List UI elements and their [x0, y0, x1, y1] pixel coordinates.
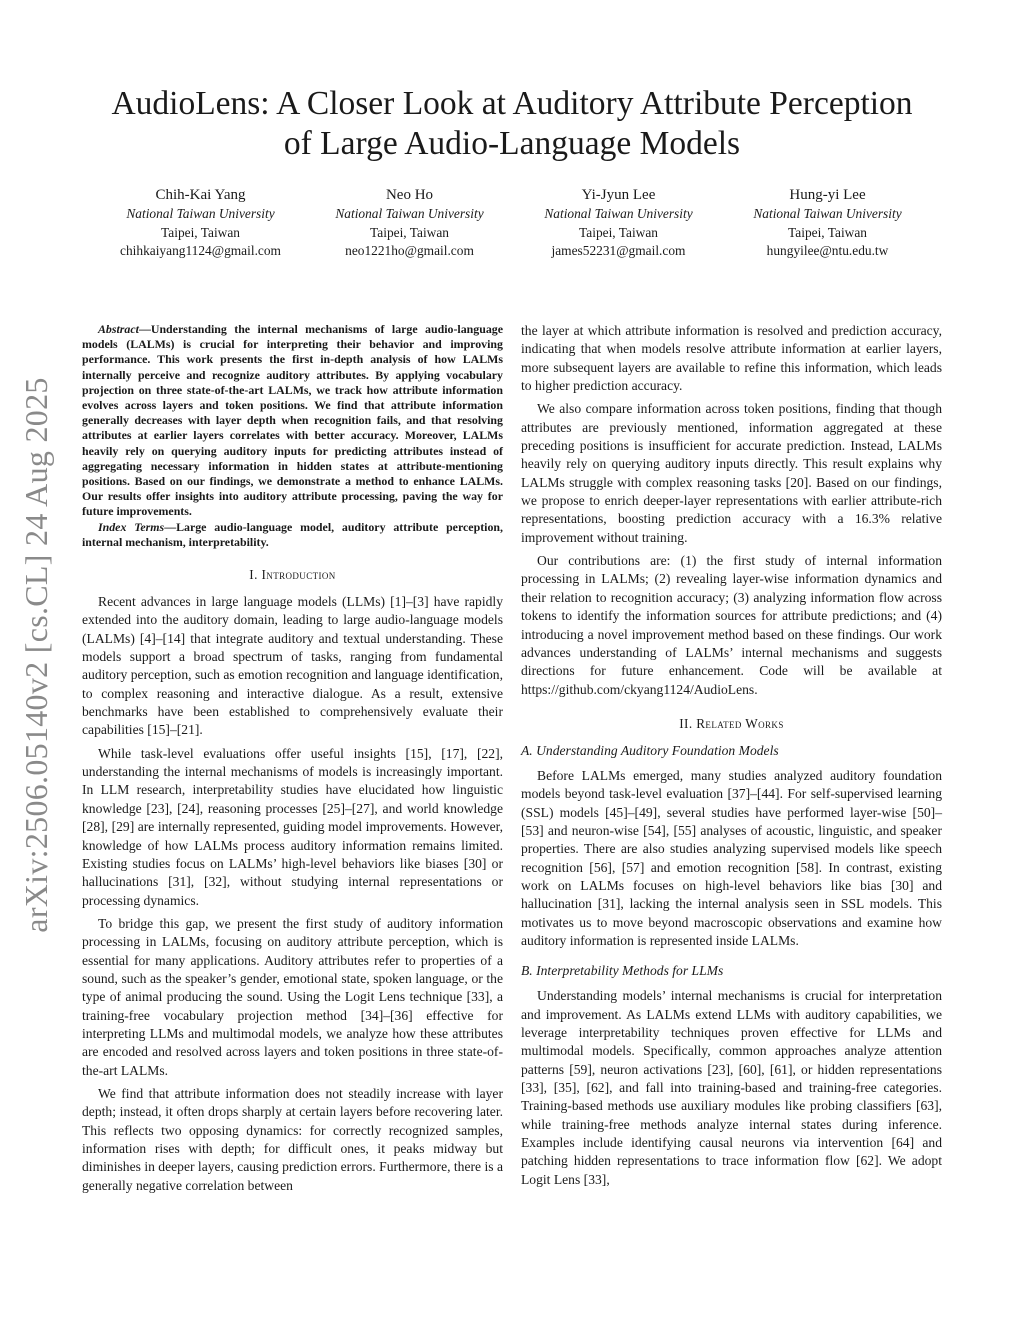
title-line-1: AudioLens: A Closer Look at Auditory Attribute Perception — [111, 85, 913, 122]
author — [514, 185, 723, 261]
left-column — [82, 322, 503, 1195]
intro-paragraph: We also compare information across token positions, finding that though attributes are previously mentioned, information aggregated at these preceding positions is insufficient for accurate prediction. Instead, LALMs heavily rely on querying auditory inputs directly. This result explains why LALMs struggle with complex reasoning tasks [20]. Based on our findings, we propose to enrich deeper-layer representations with earlier attribute-rich representations, boosting prediction accuracy with a 16.3% relative improvement without training. — [521, 401, 942, 545]
intro-paragraph: Recent advances in large language models (LLMs) [1]–[3] have rapidly extended into the auditory domain, leading to large audio-language models (LALMs) [4]–[14] that integrate auditory and textual understanding. These models support a broad spectrum of tasks, ranging from fundamental auditory perception, such as emotion recognition and language identification, to complex reasoning and interactive dialogue. As a result, extensive benchmarks have been established to comprehensively evaluate their capabilities [15]–[21]. — [82, 594, 503, 738]
section-heading-introduction — [82, 566, 503, 584]
author-affiliation: National Taiwan University — [335, 206, 484, 221]
author — [96, 185, 305, 261]
author-affiliation: National Taiwan University — [753, 206, 902, 221]
abstract — [82, 322, 503, 520]
author-email: neo1221ho@gmail.com — [345, 243, 474, 258]
section-number: II. — [679, 715, 693, 731]
index-terms-label: Index Terms — [98, 519, 165, 534]
title-line-2: of Large Audio-Language Models — [283, 125, 741, 162]
author-affiliation: National Taiwan University — [126, 206, 275, 221]
index-terms — [82, 520, 503, 550]
subsection-heading-auditory-foundation-models: A. Understanding Auditory Foundation Models — [521, 742, 779, 758]
subsection-heading-interpretability-methods: B. Interpretability Methods for LLMs — [521, 963, 724, 979]
author-block — [96, 185, 932, 261]
intro-paragraph: We find that attribute information does not steadily increase with layer depth; instead, it often drops sharply at certain layers before recovering later. This reflects two opposing dynamics: for correctly recognized samples, information rises with depth; for difficult ones, it peaks midway but diminishes in deeper layers, causing prediction errors. Furthermore, there is a generally negative correlation between — [82, 1085, 503, 1193]
section-title: Introduction — [261, 567, 336, 583]
author-location: Taipei, Taiwan — [161, 224, 240, 240]
intro-paragraph: While task-level evaluations offer useful insights [15], [17], [22], understanding the internal mechanisms of models is increasingly important. In LLM research, interpretability studies have elucidated how linguistic knowledge [23], [24], reasoning processes [25]–[27], and world knowledge [28], [29] are internally represented, guiding model improvements. However, knowledge of how LALMs process auditory information remains limited. Existing studies focus on LALMs’ high-level behaviors like biases [30] or hallucinations [31], [32], without studying internal representations or processing dynamics. — [82, 745, 503, 908]
author-name: Yi-Jyun Lee — [581, 187, 656, 203]
author-name: Hung-yi Lee — [789, 187, 866, 203]
author-affiliation: National Taiwan University — [544, 206, 693, 221]
abstract-text: —Understanding the internal mechanisms of large audio-language models (LALMs) is crucial for interpreting their behavior and improving performance. This work presents the first in-depth analysis of how LALMs internally perceive and recognize auditory attributes. By applying vocabulary projection on three state-of-the-art LALMs, we track how attribute information evolves across layers and token positions. We find that attribute information generally decreases with layer depth when recognition fails, and that resolving attributes at earlier layers correlates with better accuracy. Moreover, LALMs heavily rely on querying auditory inputs for predicting attributes instead of aggregating necessary information in hidden states at attribute-mentioning positions. Based on our findings, we demonstrate a method to enhance LALMs. Our results offer insights into auditory attribute processing, paving the way for future improvements. — [82, 322, 503, 519]
author — [305, 185, 514, 261]
author-name: Chih-Kai Yang — [155, 187, 246, 203]
right-column — [521, 322, 942, 1189]
intro-paragraph-continued: the layer at which attribute information is resolved and prediction accuracy, indicating that when models resolve attribute information at earlier layers, more subsequent layers are available to refine this information, which leads to higher prediction accuracy. — [521, 323, 942, 394]
intro-paragraph: To bridge this gap, we present the first study of auditory information processing in LALMs, focusing on auditory attribute perception, which is essential for many applications. Auditory attributes refer to properties of a sound, such as the speaker’s gender, emotional state, spoken language, or the type of animal producing the sound. Using the Logit Lens technique [33], a training-free vocabulary projection method [34]–[36] effective for interpreting LLMs and multimodal models, we analyze how these attributes are encoded and resolved across layers and token positions in three state-of-the-art LALMs. — [82, 915, 503, 1078]
author-location: Taipei, Taiwan — [579, 224, 658, 240]
author-location: Taipei, Taiwan — [788, 224, 867, 240]
paper-title — [60, 84, 964, 164]
section-title: Related Works — [696, 715, 784, 731]
index-terms-text: —Large audio-language model, auditory attribute perception, internal mechanism, interpretability. — [82, 519, 503, 549]
author-name: Neo Ho — [385, 187, 434, 203]
section-heading-related-works — [521, 715, 942, 733]
author — [723, 185, 932, 261]
section-number: I. — [249, 567, 258, 583]
contributions-paragraph: Our contributions are: (1) the first study of internal information processing in LALMs; (2) revealing layer-wise information dynamics and their relation to recognition accuracy; (3) analyzing information flow across tokens to identify the information sources for attribute predictions; and (4) introducing a novel improvement method based on these findings. Our work advances understanding of LALMs’ internal mechanisms and suggests directions for future enhancement. Code will be available at https://github.com/ckyang1124/AudioLens. — [521, 553, 942, 697]
author-email: chihkaiyang1124@gmail.com — [120, 243, 281, 258]
abstract-label: Abstract — [98, 322, 139, 336]
author-email: james52231@gmail.com — [551, 243, 686, 258]
arxiv-identifier-stamp: arXiv:2506.05140v2 [cs.CL] 24 Aug 2025 — [18, 377, 54, 933]
related-paragraph: Understanding models’ internal mechanisms is crucial for interpretation and improvement. As LALMs extend LLMs with auditory capabilities, we leverage interpretability techniques proven effective for LLMs and multimodal models. Specifically, common approaches analyze attention patterns [59], neuron activations [23], [60], [61], or hidden representations [33], [35], [62], and fall into training-based and training-free categories. Training-based methods use auxiliary modules like probing classifiers [63], while training-free methods analyze internal states during inference. Examples include identifying causal neurons via intervention [64] and patching hidden representations to trace information flow [62]. We adopt Logit Lens [33], — [521, 988, 942, 1187]
author-email: hungyilee@ntu.edu.tw — [766, 243, 889, 258]
author-location: Taipei, Taiwan — [370, 224, 449, 240]
related-paragraph: Before LALMs emerged, many studies analyzed auditory foundation models beyond task-level evaluation [37]–[44]. For self-supervised learning (SSL) models [45]–[49], several studies have performed layer-wise [50]–[53] and neuron-wise [54], [55] analyses of acoustic, linguistic, and speaker properties. There are also studies analyzing supervised models like speech recognition [56], [57] and emotion recognition [58]. In contrast, existing work on LALMs focuses on high-level behaviors like bias [30] and hallucination [31], lacking the internal analysis seen in SSL models. This motivates us to move beyond macroscopic observations and examine how auditory information is represented inside LALMs. — [521, 767, 942, 948]
